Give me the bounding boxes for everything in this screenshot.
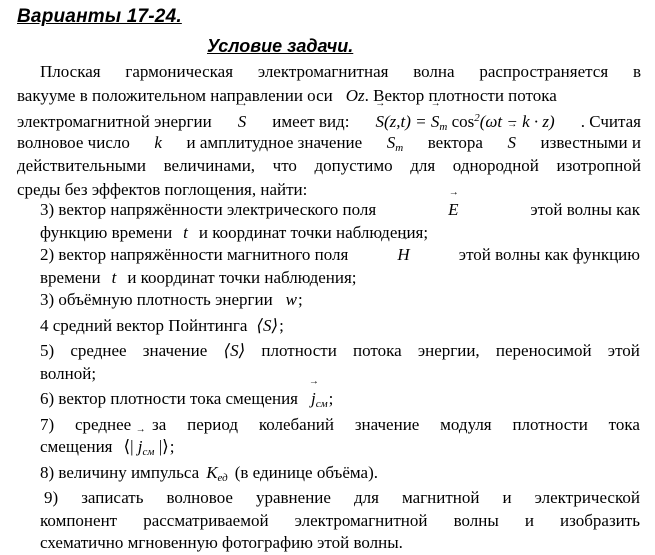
list-item: 8) величину импульса $K_{ед}$ (в единице объёма). (40, 462, 640, 485)
variants-heading: Варианты 17-24. (17, 6, 182, 27)
list-item: 3) объёмную плотность энергии w ; (40, 289, 640, 312)
paragraph-line-2: вакууме в положительном направлении оси Oz . Вектор плотности потока (17, 84, 641, 108)
displacement-current-symbol: → $j_{см}$ (311, 388, 328, 416)
wave-number-symbol: k (154, 132, 162, 152)
vector-s-symbol: → S (508, 131, 517, 155)
list-item: 3) вектор напряжённости электрического поля → E этой волны как функцию времени t и координат точки наблюдения; (40, 199, 640, 244)
list-item: 5) среднее значение ⟨S⟩ плотности потока энергии, переносимой этой волной; (40, 341, 640, 383)
paragraph-line-4: волновое число k и амплитудное значение $S_m$ вектора → S известными и (17, 131, 641, 155)
list-item: 2) вектор напряжённости магнитного поля → H этой волны как функцию времени t и координат точки наблюдения; (40, 244, 640, 289)
paragraph-line-3: электромагнитной энергии → S имеет вид: → S(z,t) = → $S_m$ $\cos^2(\omega t - k \cdot z)$ . Считая (17, 107, 641, 131)
energy-density-symbol: w (285, 290, 298, 309)
poynting-vector-symbol: → S (238, 110, 247, 134)
electric-field-symbol: → E (448, 199, 458, 222)
list-item: 9) записать волновое уравнение для магнитной и электрической компонент рассматриваемой электромагнитной волны и изобразить схематично мгновенную фотографию этой волны. (40, 488, 640, 552)
list-item: 7) среднее за период колебаний значение модуля плотности тока смещения ⟨| → $j_{см}$ |⟩ ; (40, 414, 640, 459)
list-item: 4 средний вектор Пойнтинга ⟨S⟩ ; (40, 315, 640, 338)
mean-current-modulus-symbol: ⟨| → $j_{см}$ |⟩ (124, 436, 169, 464)
axis-variable: Oz (345, 85, 365, 105)
task-list (40, 199, 640, 555)
paragraph-line-6: среды без эффектов поглощения, найти: (17, 179, 308, 199)
list-item: 6) вектор плотности тока смещения → $j_{см}$ ; (40, 388, 640, 411)
paragraph-line-5: действительными величинами, что допустимо для однородной изотропной (17, 156, 641, 175)
mean-poynting-symbol: ⟨S⟩ (256, 315, 279, 335)
problem-paragraph (17, 60, 641, 201)
amplitude-symbol: $S_m$ (386, 132, 404, 154)
momentum-symbol: $K_{ед}$ (206, 462, 228, 484)
problem-statement-heading: Условие задачи. (207, 36, 354, 56)
paragraph-line-1: Плоская гармоническая электромагнитная волна распространяется в (40, 62, 641, 81)
magnetic-field-symbol: → H (397, 244, 409, 267)
poynting-formula: → S(z,t) = → $S_m$ $\cos^2(\omega t - k \cdot z)$ (375, 107, 554, 140)
